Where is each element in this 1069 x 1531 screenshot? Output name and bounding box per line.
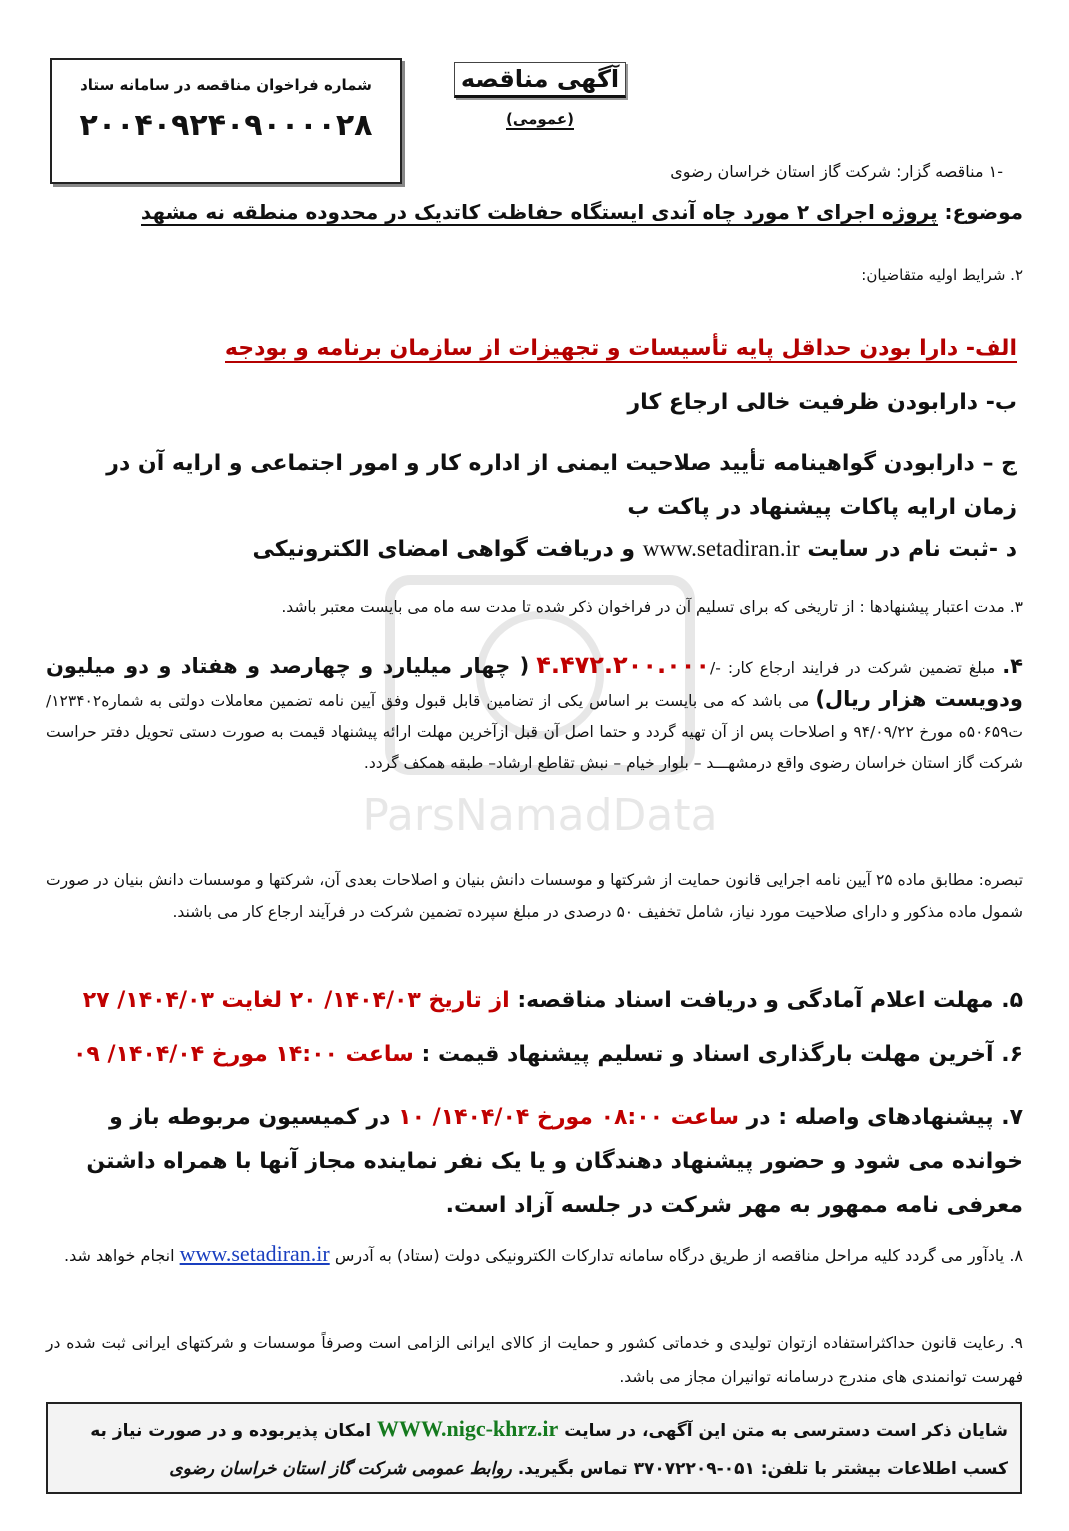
item-4-pre: مبلغ تضمین شرکت در فرایند ارجاع کار: -/: [710, 659, 996, 677]
footer-phone: ۰۵۱-۳۷۰۷۲۲۰۹: [633, 1459, 755, 1479]
condition-d: [46, 536, 1017, 562]
item-9-number: ۹.: [1009, 1334, 1023, 1352]
page-title: آگهی مناقصه: [454, 62, 626, 98]
page-subtitle-text: (عمومی): [506, 110, 574, 128]
guarantee-amount: ۴.۴۷۲.۲۰۰.۰۰۰: [536, 651, 711, 679]
footer-site-link[interactable]: WWW.nigc-khrz.ir: [376, 1416, 559, 1441]
item-1: [46, 162, 1003, 181]
item-6-number: ۶.: [1001, 1042, 1023, 1067]
item-7-dates: ساعت ۰۸:۰۰ مورخ ۱۴۰۴/۰۴/ ۱۰: [398, 1105, 739, 1130]
footer-pre: شایان ذکر است دسترسی به متن این آگهی، در سایت: [564, 1421, 1008, 1441]
footer-mid: امکان پذیربوده و در صورت نیاز به کسب اطلاعات بیشتر با تلفن:: [90, 1421, 1008, 1479]
item-5: [46, 988, 1023, 1013]
item-7: [46, 1096, 1023, 1228]
item-1-text: مناقصه گزار: شرکت گاز استان خراسان رضوی: [670, 162, 984, 181]
item-4-number: ۴.: [1002, 654, 1023, 678]
item-6-label: آخرین مهلت بارگذاری اسناد و تسلیم پیشنهاد قیمت :: [421, 1042, 994, 1067]
item-7-rest: در کمیسیون مربوطه باز و خوانده می شود و حضور پیشنهاد دهندگان و یا یک نفر نماینده مجاز آنها با همراه داشتن معرفی نامه ممهور به مهر شرکت در جلسه آزاد است.: [86, 1105, 1023, 1218]
condition-c: ج – دارابودن گواهینامه تأیید صلاحیت ایمنی از اداره کار و امور اجتماعی و ارایه آن در زمان ارایه پاکات پیشنهاد در پاکت ب: [106, 451, 1017, 520]
item-3: [46, 592, 1023, 623]
watermark-text: ParsNamadData: [362, 790, 718, 841]
subject-label: موضوع:: [944, 200, 1023, 224]
guarantee-amount-words: ( چهار میلیارد و چهارصد و هفتاد و دو میلیون ودویست هزار ریال): [46, 654, 1023, 711]
condition-d-pre: د -ثبت نام در سایت: [807, 537, 1017, 562]
item-9: [46, 1326, 1023, 1394]
item-5-label: مهلت اعلام آمادگی و دریافت اسناد مناقصه:: [517, 988, 994, 1013]
subject: [46, 200, 1023, 224]
item-8-text: یادآور می گردد کلیه مراحل مناقصه از طریق درگاه سامانه تدارکات الکترونیکی دولت (ستاد) به آدرس: [334, 1246, 1005, 1265]
item-8: [46, 1236, 1023, 1274]
page-subtitle: [440, 110, 640, 128]
item-5-dates: از تاریخ ۱۴۰۴/۰۳/ ۲۰ لغایت ۱۴۰۴/۰۳/ ۲۷: [82, 988, 510, 1013]
footer-signature: روابط عمومی شرکت گاز استان خراسان رضوی: [169, 1459, 512, 1479]
footer-mid2: تماس بگیرید.: [517, 1459, 628, 1479]
note: تبصره: مطابق ماده ۲۵ آیین نامه اجرایی قانون حمایت از شرکتها و موسسات دانش بنیان و اصلاحات بعدی آن، شرکتها و موسسات دانش بنیان در صورت شمول ماده مذکور و دارای صلاحیت مورد نیاز، شامل تخفیف ۵۰ درصدی در مبلغ سپرده تضمین شرکت در فرآیند ارجاع کار می باشند.: [46, 871, 1024, 921]
item-2: ۲. شرایط اولیه متقاضیان:: [861, 266, 1023, 284]
setadiran-link[interactable]: www.setadiran.ir: [179, 1241, 330, 1266]
subject-text: پروژه اجرای ۲ مورد چاه آندی ایستگاه حفاظت کاتدیک در محدوده منطقه نه مشهد: [140, 200, 938, 224]
condition-d-post: و دریافت گواهی امضای الکترونیکی: [252, 537, 636, 562]
footer-box: [46, 1402, 1022, 1494]
item-6: [46, 1042, 1023, 1067]
title-block: [440, 62, 640, 128]
item-8-number: ۸.: [1009, 1246, 1023, 1265]
item-7-pre: پیشنهادهای واصله : در: [746, 1105, 994, 1130]
item-3-number: ۳.: [1009, 598, 1023, 616]
item-6-dates: ساعت ۱۴:۰۰ مورخ ۱۴۰۴/۰۴/ ۰۹: [72, 1042, 414, 1067]
item-1-number: -۱: [988, 162, 1003, 181]
condition-a-text: الف- دارا بودن حداقل پایه تأسیسات و تجهیزات از سازمان برنامه و بودجه: [224, 336, 1017, 361]
condition-a: [46, 336, 1017, 361]
item-7-number: ۷.: [1001, 1105, 1023, 1130]
tender-number: ۲۰۰۴۰۹۲۴۰۹۰۰۰۰۲۸: [79, 108, 373, 143]
condition-d-site: www.setadiran.ir: [642, 536, 800, 561]
item-4: [46, 650, 1023, 779]
item-5-number: ۵.: [1001, 988, 1023, 1013]
tender-number-label: شماره فراخوان مناقصه در سامانه ستاد: [80, 76, 372, 94]
item-4-rest: می باشد که می بایست بر اساس یکی از تضامین قابل قبول وفق آیین نامه تضمین معاملات دولتی به شماره۱۲۳۴۰۲/ت۵۰۶۵۹ه مورخ ۹۴/۰۹/۲۲ و اصلاحات پس از آن تهیه گردد و حتما اصل آن قبل ازآخرین مهلت ارائه پیشنهاد قیمت به صورت دستی تحویل دفتر حراست شرکت گاز استان خراسان رضوی واقع درمشهـــد – بلوار خیام – نبش تقاطع ارشاد– طبقه همکف گردد.: [46, 692, 1023, 772]
condition-b: ب- دارابودن ظرفیت خالی ارجاع کار: [627, 390, 1017, 415]
item-3-text: مدت اعتبار پیشنهادها : از تاریخی که برای تسلیم آن در فراخوان ذکر شده تا مدت سه ماه می بایست معتبر باشد.: [281, 598, 1005, 616]
item-8-end: انجام خواهد شد.: [64, 1246, 175, 1265]
item-9-text: رعایت قانون حداکثراستفاده ازتوان تولیدی و خدماتی کشور و حمایت از کالای ایرانی الزامی است وصرفاً موسسات و شرکتهای ایرانی ثبت شده در فهرست توانمندی های مندرج درسامانه توانیران مجاز می باشد.: [46, 1334, 1023, 1386]
